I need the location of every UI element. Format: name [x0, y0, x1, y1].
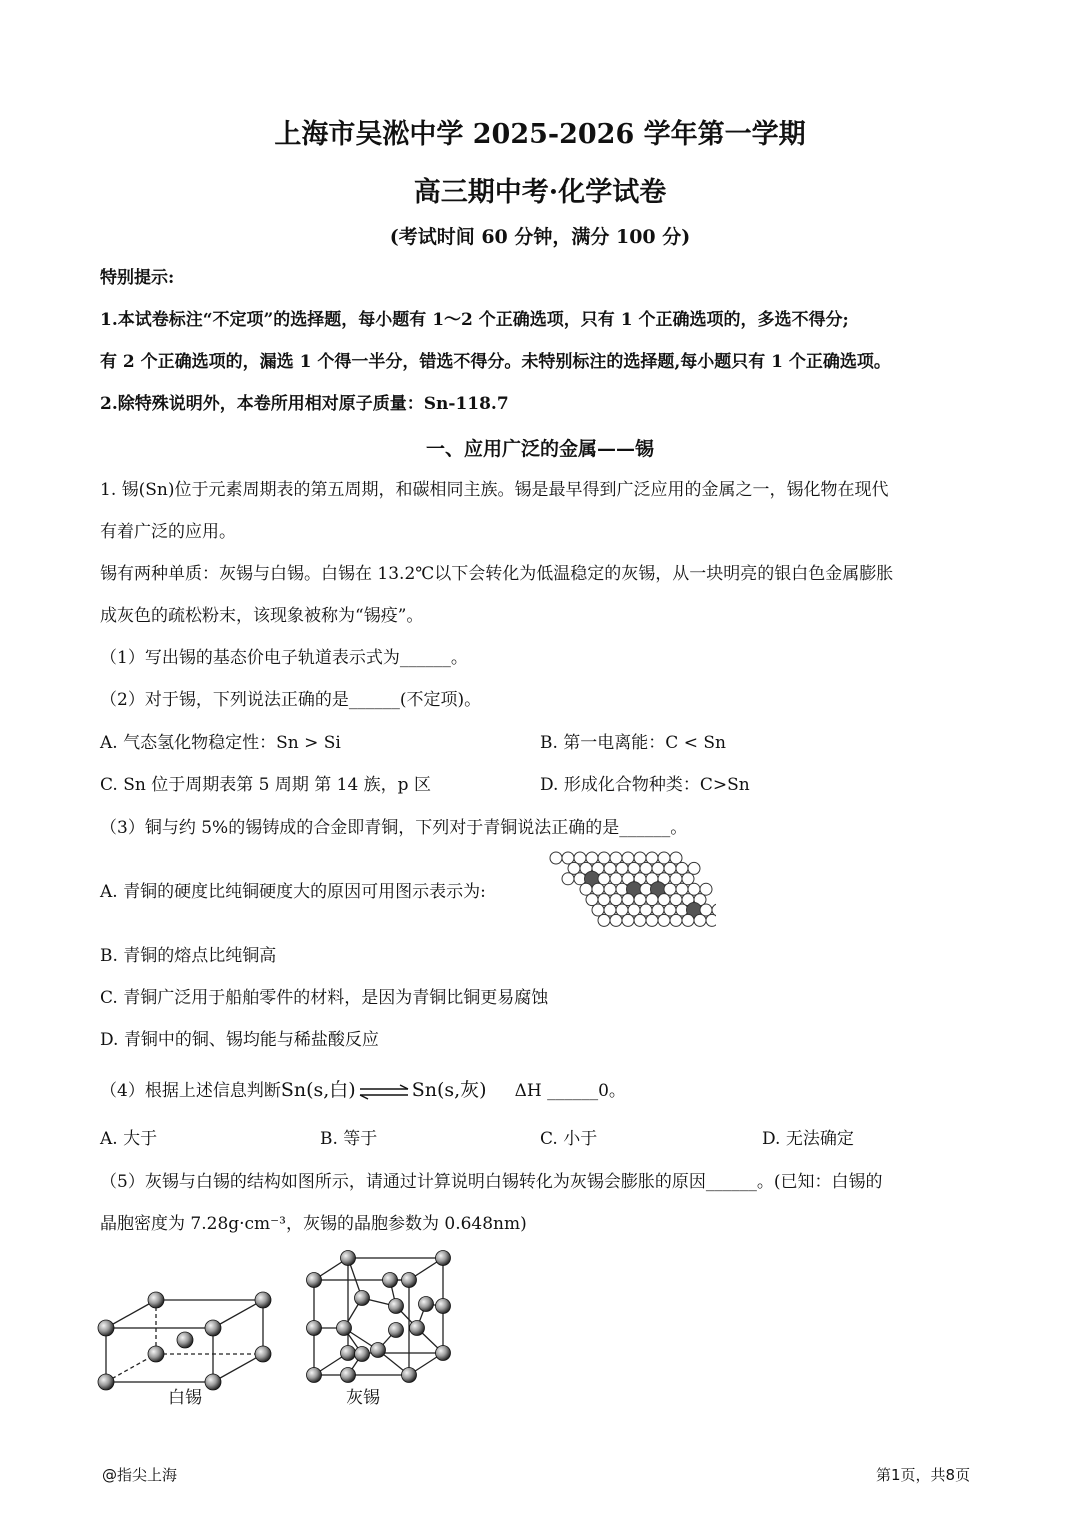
q4-option-d: D. 无法确定 [762, 1129, 854, 1149]
q2-option-c: C. Sn 位于周期表第 5 周期 第 14 族，p 区 [100, 775, 431, 795]
notice-line3: 2.除特殊说明外，本卷所用相对原子质量：Sn-118.7 [100, 394, 509, 414]
q4-suffix: ΔH ______0。 [514, 1081, 626, 1101]
notice-line2: 有 2 个正确选项的，漏选 1 个得一半分，错选不得分。未特别标注的选择题,每小题只有 1 个正确选项。 [100, 352, 891, 372]
section-title: 一、应用广泛的金属——锡 [425, 438, 654, 460]
footer-source: @指尖上海 [102, 1466, 178, 1484]
intro-p1-line1: 1. 锡(Sn)位于元素周期表的第五周期，和碳相同主族。锡是最早得到广泛应用的金属之一，锡化物在现代 [100, 480, 889, 500]
question-2: （2）对于锡，下列说法正确的是______(不定项)。 [100, 690, 482, 710]
lattice-atom [706, 914, 716, 926]
lattice-atom [634, 914, 646, 926]
question-4 [100, 1078, 626, 1103]
exam-title-line2: 高三期中考·化学试卷 [413, 177, 667, 208]
question-5-line1: （5）灰锡与白锡的结构如图所示，请通过计算说明白锡转化为灰锡会膨胀的原因______。(已知：白锡的 [100, 1172, 883, 1192]
grey-tin-label: 灰锡 [346, 1388, 380, 1408]
exam-title-line1: 上海市吴淞中学 2025-2026 学年第一学期 [274, 119, 806, 150]
question-1: （1）写出锡的基态价电子轨道表示式为______。 [100, 648, 468, 668]
q4-right-species: Sn(s,灰) [411, 1079, 487, 1101]
lattice-atom [598, 914, 610, 926]
intro-p1-line2: 有着广泛的应用。 [100, 522, 236, 542]
lattice-atom [646, 914, 658, 926]
lattice-atom [610, 914, 622, 926]
grey-tin-unit-cell [300, 1246, 460, 1388]
lattice-atom [682, 914, 694, 926]
lattice-atom [550, 852, 562, 864]
lattice-atom [658, 914, 670, 926]
equilibrium-arrow-icon [356, 1084, 412, 1100]
q3-option-d: D. 青铜中的铜、锡均能与稀盐酸反应 [100, 1030, 379, 1050]
lattice-atom [694, 914, 706, 926]
footer-page-number: 第1页，共8页 [876, 1466, 971, 1484]
q3-option-a: A. 青铜的硬度比纯铜硬度大的原因可用图示表示为: [100, 882, 486, 902]
question-3: （3）铜与约 5%的锡铸成的合金即青铜，下列对于青铜说法正确的是______。 [100, 818, 688, 838]
exam-info: (考试时间 60 分钟，满分 100 分) [389, 226, 691, 248]
lattice-atom [562, 873, 574, 885]
q4-left-species: Sn(s,白) [280, 1079, 356, 1101]
q4-option-a: A. 大于 [100, 1129, 158, 1149]
q2-option-d: D. 形成化合物种类：C>Sn [540, 775, 750, 795]
white-tin-label: 白锡 [168, 1388, 202, 1408]
q4-prefix: （4）根据上述信息判断 [100, 1081, 281, 1101]
notice-heading: 特别提示: [100, 268, 175, 288]
q4-option-b: B. 等于 [320, 1129, 378, 1149]
q2-option-a: A. 气态氢化物稳定性：Sn > Si [100, 733, 341, 753]
question-5-line2: 晶胞密度为 7.28g·cm⁻³，灰锡的晶胞参数为 0.648nm) [100, 1214, 527, 1234]
intro-p2-line1: 锡有两种单质：灰锡与白锡。白锡在 13.2℃以下会转化为低温稳定的灰锡，从一块明亮的银白色金属膨胀 [100, 564, 894, 584]
intro-p2-line2: 成灰色的疏松粉末，该现象被称为“锡疫”。 [100, 606, 424, 626]
lattice-atom [622, 914, 634, 926]
lattice-atom [670, 914, 682, 926]
bronze-lattice-figure [548, 850, 716, 928]
notice-line1: 1.本试卷标注“不定项”的选择题，每小题有 1～2 个正确选项，只有 1 个正确选项的，多选不得分; [100, 310, 849, 330]
q2-option-b: B. 第一电离能：C < Sn [540, 733, 726, 753]
q3-option-b: B. 青铜的熔点比纯铜高 [100, 946, 277, 966]
q3-option-c: C. 青铜广泛用于船舶零件的材料，是因为青铜比铜更易腐蚀 [100, 988, 549, 1008]
q4-option-c: C. 小于 [540, 1129, 598, 1149]
